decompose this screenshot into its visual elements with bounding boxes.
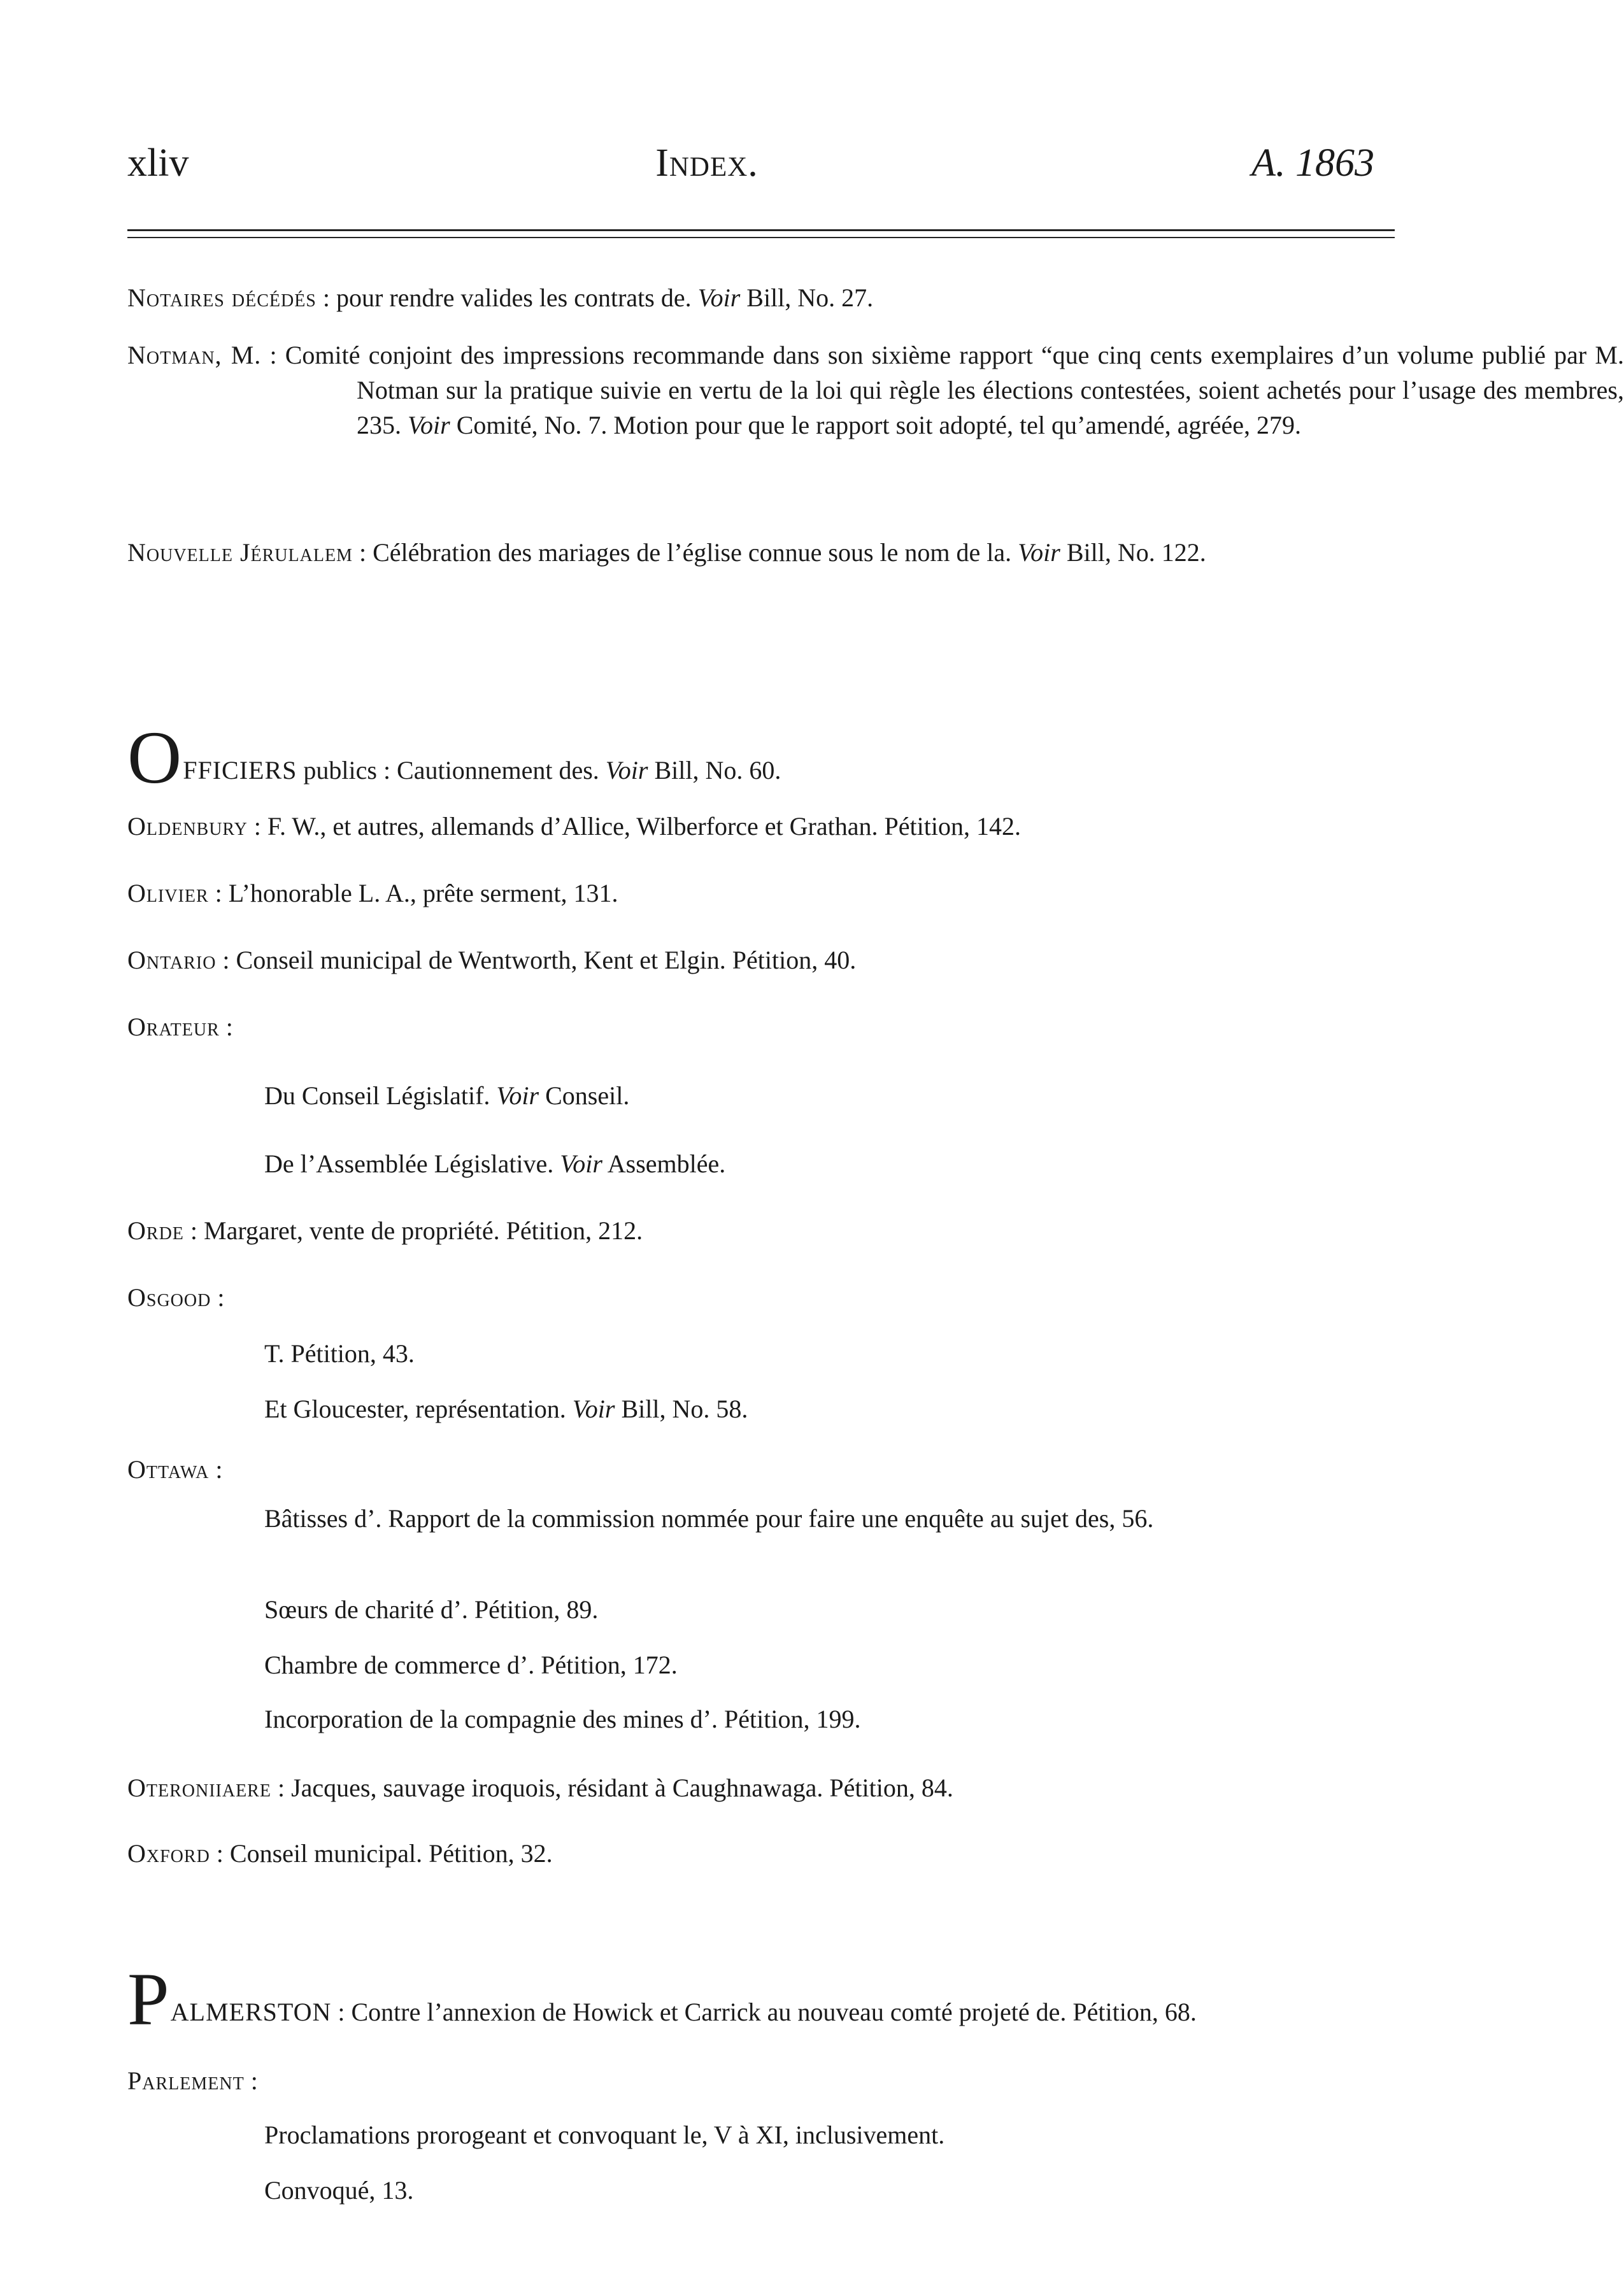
section-initial-o: O (127, 716, 182, 799)
entry-text: Comité conjoint des impressions recommande dans son sixième rapport “que cinq cents exemplaires d’un volume publié par M. Notman sur la pratique suivie en vertu de la loi qui règle les élections contestées, soient achetés pour l’usage des membres, 235. (285, 341, 1624, 439)
entry-ottawa (127, 1452, 1395, 1487)
entry-separator: : (216, 946, 236, 974)
entry-text: Conseil municipal. Pétition, 32. (229, 1839, 553, 1868)
entry-orateur (127, 1009, 1395, 1044)
subentry-text: Et Gloucester, représentation. (264, 1395, 573, 1423)
entry-separator: : (331, 1998, 352, 2026)
entry-keyword: Osgood (127, 1283, 211, 1312)
entry-text: pour rendre valides les contrats de. (336, 283, 698, 312)
subentry-ottawa-chambre (264, 1647, 1395, 1682)
voir-label: Voir (560, 1149, 602, 1178)
entry-text: Contre l’annexion de Howick et Carrick au nouveau comté projeté de. Pétition, 68. (351, 1998, 1197, 2026)
header-rule-bottom (127, 237, 1395, 238)
entry-keyword: Notman, M. (127, 341, 262, 369)
subentry-text: Chambre de commerce d’. Pétition, 172. (264, 1651, 678, 1679)
entry-keyword: ALMERSTON (170, 1998, 332, 2026)
entry-separator: : (211, 1283, 225, 1312)
entry-keyword: Oteroniiaere (127, 1773, 271, 1802)
subentry-orateur-conseil (264, 1078, 1395, 1113)
year-label: A. 1863 (1251, 141, 1374, 185)
entry-text: Margaret, vente de propriété. Pétition, 212. (204, 1216, 643, 1245)
entry-keyword: Oxford (127, 1839, 210, 1868)
subentry-text: De l’Assemblée Législative. (264, 1149, 560, 1178)
subentry-ottawa-batisses (264, 1501, 1490, 1536)
entry-notman (127, 338, 1624, 443)
page-number: xliv (127, 141, 189, 185)
page-title: Index. (655, 141, 759, 185)
voir-label: Voir (408, 411, 450, 439)
entry-reference: Assemblée. (602, 1149, 726, 1178)
entry-separator: : (219, 1012, 233, 1041)
entry-keyword: Orde (127, 1216, 184, 1245)
section-initial-p: P (127, 1958, 169, 2041)
voir-label: Voir (697, 283, 741, 312)
subentry-ottawa-incorporation (264, 1702, 1395, 1737)
entry-orde (127, 1213, 1395, 1248)
entry-separator: : (316, 283, 336, 312)
subentry-parlement-proclamations (264, 2117, 1395, 2152)
entry-keyword: Parlement (127, 2066, 245, 2095)
entry-reference: Bill, No. 122. (1060, 538, 1206, 567)
entry-separator: : (247, 812, 267, 841)
entry-keyword: Orateur (127, 1012, 220, 1041)
subentry-text: Proclamations prorogeant et convoquant le, V à XI, inclusivement. (264, 2121, 945, 2149)
entry-reference: Bill, No. 60. (648, 756, 781, 785)
subentry-orateur-assemblee (264, 1146, 1395, 1181)
subentry-ottawa-soeurs (264, 1592, 1395, 1627)
entry-text: L’honorable L. A., prête serment, 131. (228, 879, 618, 907)
entry-separator: : (209, 1455, 223, 1484)
entry-ontario (127, 942, 1395, 977)
subentry-text: Incorporation de la compagnie des mines d’. Pétition, 199. (264, 1705, 861, 1733)
subentry-osgood-t (264, 1336, 1395, 1371)
subentry-text: Du Conseil Législatif. (264, 1081, 497, 1110)
entry-text: publics : Cautionnement des. (297, 756, 606, 785)
entry-keyword: Olivier (127, 879, 209, 907)
entry-text: F. W., et autres, allemands d’Allice, Wilberforce et Grathan. Pétition, 142. (267, 812, 1021, 841)
subentry-parlement-convoque (264, 2173, 1395, 2208)
voir-label: Voir (1018, 538, 1060, 567)
header-rule-top (127, 229, 1395, 231)
entry-separator: : (352, 538, 373, 567)
subentry-osgood-gloucester (264, 1391, 1395, 1426)
entry-text: Jacques, sauvage iroquois, résidant à Caughnawaga. Pétition, 84. (291, 1773, 953, 1802)
subentry-text: Sœurs de charité d’. Pétition, 89. (264, 1595, 599, 1624)
entry-parlement (127, 2063, 1395, 2098)
entry-separator: : (244, 2066, 258, 2095)
entry-nouvelle-jerulalem (127, 535, 1624, 570)
entry-keyword: Ontario (127, 946, 217, 974)
entry-reference: Bill, No. 27. (740, 283, 874, 312)
voir-label: Voir (605, 756, 648, 785)
entry-keyword: Nouvelle Jérulalem (127, 538, 353, 567)
entry-notaires (127, 280, 1395, 315)
entry-keyword: FFICIERS (183, 756, 297, 785)
entry-separator: : (261, 341, 285, 369)
entry-reference: Conseil. (539, 1081, 630, 1110)
entry-text: Conseil municipal de Wentworth, Kent et Elgin. Pétition, 40. (236, 946, 857, 974)
entry-reference: Bill, No. 58. (615, 1395, 748, 1423)
entry-officiers (127, 716, 1395, 799)
entry-separator: : (208, 879, 229, 907)
entry-text-continued: Comité, No. 7. Motion pour que le rapport soit adopté, tel qu’amendé, agréée, 279. (450, 411, 1302, 439)
entry-oldenbury (127, 809, 1395, 844)
subentry-text: T. Pétition, 43. (264, 1339, 415, 1368)
entry-text: Célébration des mariages de l’église connue sous le nom de la. (373, 538, 1018, 567)
entry-separator: : (210, 1839, 230, 1868)
entry-separator: : (183, 1216, 204, 1245)
subentry-text: Bâtisses d’. Rapport de la commission nommée pour faire une enquête au sujet des, 56. (264, 1504, 1154, 1533)
voir-label: Voir (496, 1081, 539, 1110)
entry-oteroniiaere (127, 1770, 1395, 1805)
entry-palmerston (127, 1958, 1624, 2041)
entry-keyword: Oldenbury (127, 812, 248, 841)
entry-separator: : (271, 1773, 292, 1802)
subentry-text: Convoqué, 13. (264, 2176, 414, 2205)
entry-keyword: Ottawa (127, 1455, 210, 1484)
entry-oxford (127, 1836, 1395, 1871)
entry-osgood (127, 1280, 1395, 1315)
entry-olivier (127, 876, 1395, 911)
entry-keyword: Notaires décédés (127, 283, 317, 312)
voir-label: Voir (572, 1395, 615, 1423)
